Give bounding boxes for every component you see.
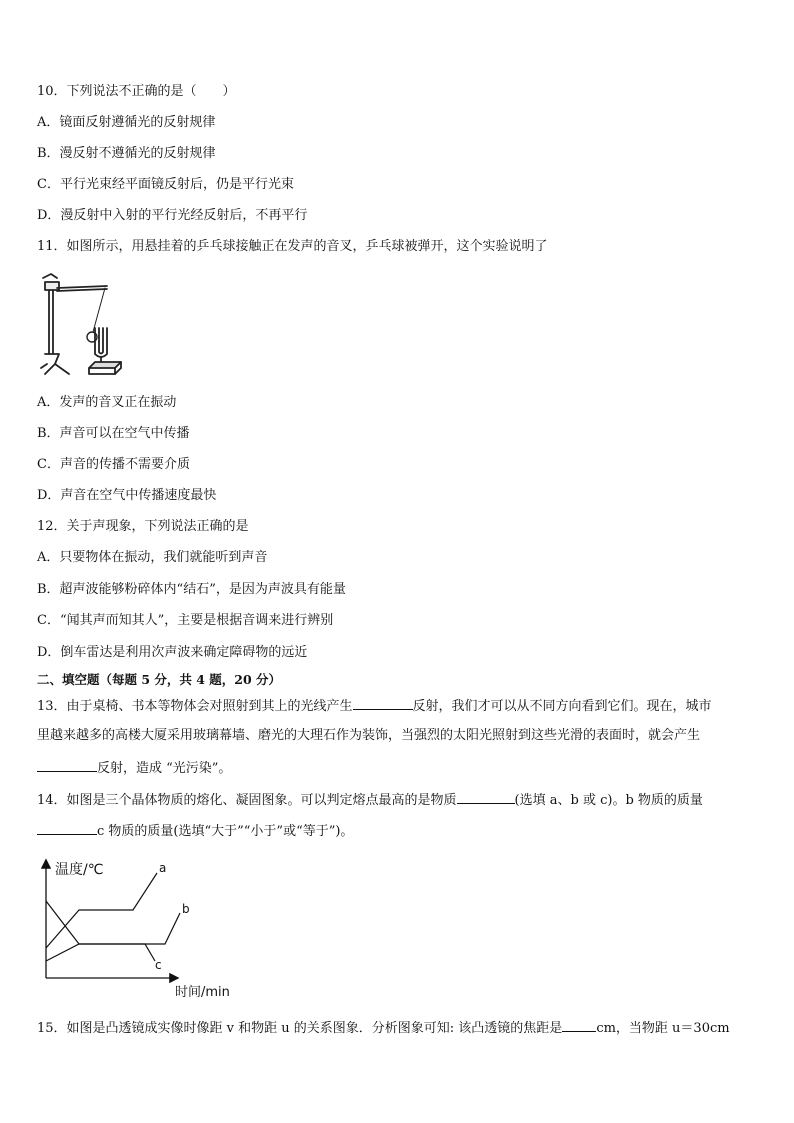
- q11-option-b: B．声音可以在空气中传播: [37, 426, 190, 441]
- answer-blank[interactable]: [562, 1018, 596, 1032]
- q15-text-a: 15．如图是凸透镜成实像时像距 v 和物距 u 的关系图象．分析图象可知: 该凸透镜的焦距是: [37, 1021, 563, 1036]
- q11-option-c: C．声音的传播不需要介质: [37, 457, 190, 472]
- answer-blank[interactable]: [457, 790, 515, 804]
- q10-option-c: C．平行光束经平面镜反射后，仍是平行光束: [37, 177, 294, 192]
- q14-text-2b: c 物质的质量(选填“大于”“小于”或“等于”)。: [97, 824, 354, 839]
- q14-line-1: [37, 790, 703, 810]
- answer-blank[interactable]: [353, 696, 413, 710]
- q10-stem: 10．下列说法不正确的是（ ）: [37, 84, 236, 99]
- q12-option-c: C．“闻其声而知其人”，主要是根据音调来进行辨别: [37, 613, 334, 628]
- q15-line: [37, 1018, 730, 1038]
- q11-stem: 11．如图所示，用悬挂着的乒乓球接触正在发声的音叉，乒乓球被弹开，这个实验说明了: [37, 239, 548, 254]
- melting-curve-graph: [35, 855, 245, 1000]
- q12-stem: 12．关于声现象，下列说法正确的是: [37, 519, 249, 534]
- q14-line-2: [37, 821, 353, 841]
- q13-text-1b: 反射，我们才可以从不同方向看到它们。现在，城市: [412, 699, 712, 714]
- q10-option-b: B．漫反射不遵循光的反射规律: [37, 146, 216, 161]
- answer-blank[interactable]: [37, 821, 97, 835]
- curve-a-label: a: [159, 861, 167, 875]
- graph-y-label: 温度/℃: [55, 862, 104, 878]
- section-heading: 二、填空题（每题 5 分，共 4 题，20 分）: [37, 672, 282, 687]
- tuning-fork-pendulum-figure: [35, 268, 130, 383]
- q13-text-3b: 反射，造成 “光污染”。: [97, 761, 232, 776]
- q11-option-a: A．发声的音叉正在振动: [37, 395, 177, 410]
- q13-line-1: [37, 696, 712, 716]
- q13-line-2: 里越来越多的高楼大厦采用玻璃幕墙、磨光的大理石作为装饰，当强烈的太阳光照射到这些光滑的表面时，就会产生: [37, 728, 701, 743]
- curve-b: [46, 913, 180, 961]
- curve-c-label: c: [155, 958, 162, 972]
- graph-x-label: 时间/min: [175, 985, 230, 1000]
- q10-option-a: A．镜面反射遵循光的反射规律: [37, 115, 216, 130]
- q12-option-d: D．倒车雷达是利用次声波来确定障碍物的远近: [37, 645, 308, 660]
- q11-option-d: D．声音在空气中传播速度最快: [37, 488, 217, 503]
- q12-option-a: A．只要物体在振动，我们就能听到声音: [37, 550, 268, 565]
- q10-option-d: D．漫反射中入射的平行光经反射后，不再平行: [37, 208, 308, 223]
- answer-blank[interactable]: [37, 758, 97, 772]
- q14-text-1b: (选填 a、b 或 c)。b 物质的质量: [514, 793, 703, 808]
- curve-a: [46, 873, 157, 948]
- curve-b-label: b: [182, 902, 190, 916]
- q15-text-b: cm，当物距 u＝30cm: [596, 1021, 730, 1036]
- q14-text-1a: 14．如图是三个晶体物质的熔化、凝固图象。可以判定熔点最高的是物质: [37, 793, 457, 808]
- q13-line-3: [37, 758, 231, 778]
- q12-option-b: B．超声波能够粉碎体内“结石”，是因为声波具有能量: [37, 582, 346, 597]
- q13-text-1a: 13．由于桌椅、书本等物体会对照射到其上的光线产生: [37, 699, 353, 714]
